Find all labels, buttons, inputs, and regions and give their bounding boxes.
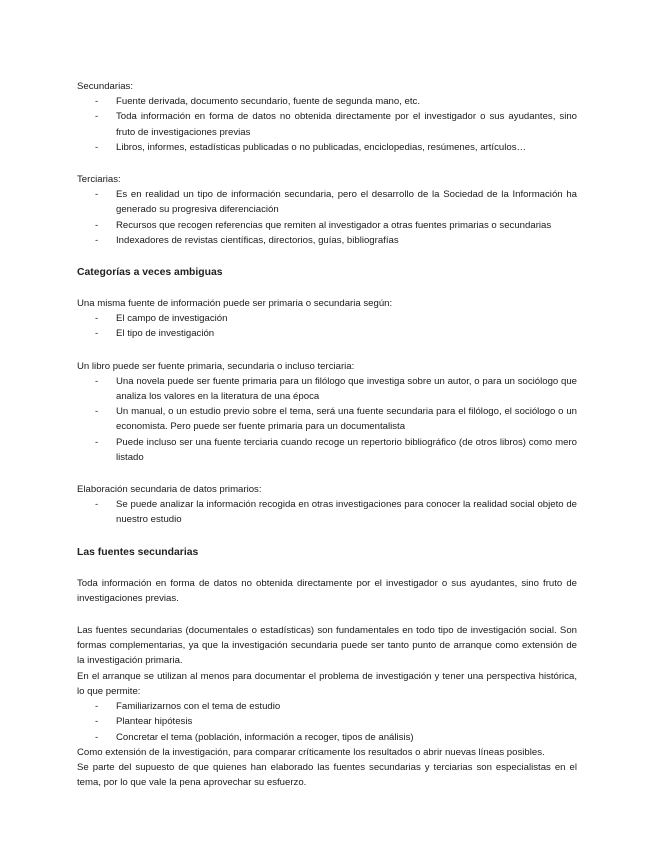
secundarias-list <box>77 94 577 155</box>
fuentes-secundarias-list <box>77 699 577 745</box>
list-item: - Recursos que recogen referencias que remiten al investigador a otras fuentes primarias o secundarias <box>77 218 577 233</box>
list-item: - Toda información en forma de datos no obtenida directamente por el investigador o sus ayudantes, sino fruto de investigaciones previas <box>77 109 577 139</box>
ambiguas-list-1 <box>77 311 577 341</box>
ambiguas-list-3 <box>77 497 577 527</box>
secundarias-label: Secundarias: <box>77 81 133 92</box>
paragraph: Como extensión de la investigación, para comparar críticamente los resultados o abrir nuevas líneas posibles. <box>77 746 545 758</box>
section-heading-ambiguas: Categorías a veces ambiguas <box>77 267 223 279</box>
paragraph: Se parte del supuesto de que quienes han elaborado las fuentes secundarias y terciarias son especialistas en el tema, por lo que vale la pena aprovechar su esfuerzo. <box>77 761 577 789</box>
list-item: - El campo de investigación <box>77 311 577 326</box>
list-item: - Libros, informes, estadísticas publicadas o no publicadas, enciclopedias, resúmenes, artículos… <box>77 140 577 155</box>
list-item: - Concretar el tema (población, información a recoger, tipos de análisis) <box>77 730 577 745</box>
section-heading-fuentes-secundarias: Las fuentes secundarias <box>77 546 199 558</box>
list-item: - Es en realidad un tipo de información secundaria, pero el desarrollo de la Sociedad de la Información ha generado su progresiva diferenciación <box>77 187 577 217</box>
list-item: - Familiarizarnos con el tema de estudio <box>77 699 577 714</box>
paragraph: Toda información en forma de datos no obtenida directamente por el investigador o sus ayudantes, sino fruto de investigaciones previas. <box>77 577 577 604</box>
list-item: - Un manual, o un estudio previo sobre el tema, será una fuente secundaria para el filólogo, el sociólogo o un economista. Pero puede ser fuente primaria para un documentalista <box>77 404 577 434</box>
list-item: - Se puede analizar la información recogida en otras investigaciones para conocer la realidad social objeto de nuestro estudio <box>77 497 577 527</box>
list-item: - Indexadores de revistas científicas, directorios, guías, bibliografías <box>77 233 577 248</box>
paragraph: Las fuentes secundarias (documentales o estadísticas) son fundamentales en todo tipo de investigación social. Son formas complementarias, ya que la investigación secundaria puede ser tanto punto de arranque como extensión de la investigación primaria. <box>77 625 577 667</box>
paragraph: En el arranque se utilizan al menos para documentar el problema de investigación y tener una perspectiva histórica, lo que permite: <box>77 670 577 697</box>
list-item: - Puede incluso ser una fuente terciaria cuando recoge un repertorio bibliográfico (de otros libros) como mero listado <box>77 435 577 465</box>
list-item: - Plantear hipótesis <box>77 714 577 729</box>
list-item: - Una novela puede ser fuente primaria para un filólogo que investiga sobre un autor, o para un sociólogo que analiza los valores en la literatura de una época <box>77 374 577 404</box>
ambiguas-intro-3: Elaboración secundaria de datos primarios: <box>77 484 262 496</box>
list-item: - El tipo de investigación <box>77 326 577 341</box>
terciarias-list <box>77 187 577 248</box>
list-item: - Fuente derivada, documento secundario, fuente de segunda mano, etc. <box>77 94 577 109</box>
ambiguas-intro-2: Un libro puede ser fuente primaria, secundaria o incluso terciaria: <box>77 360 355 372</box>
terciarias-label: Terciarias: <box>77 174 121 186</box>
ambiguas-intro-1: Una misma fuente de información puede ser primaria o secundaria según: <box>77 298 393 310</box>
ambiguas-list-2 <box>77 374 577 465</box>
